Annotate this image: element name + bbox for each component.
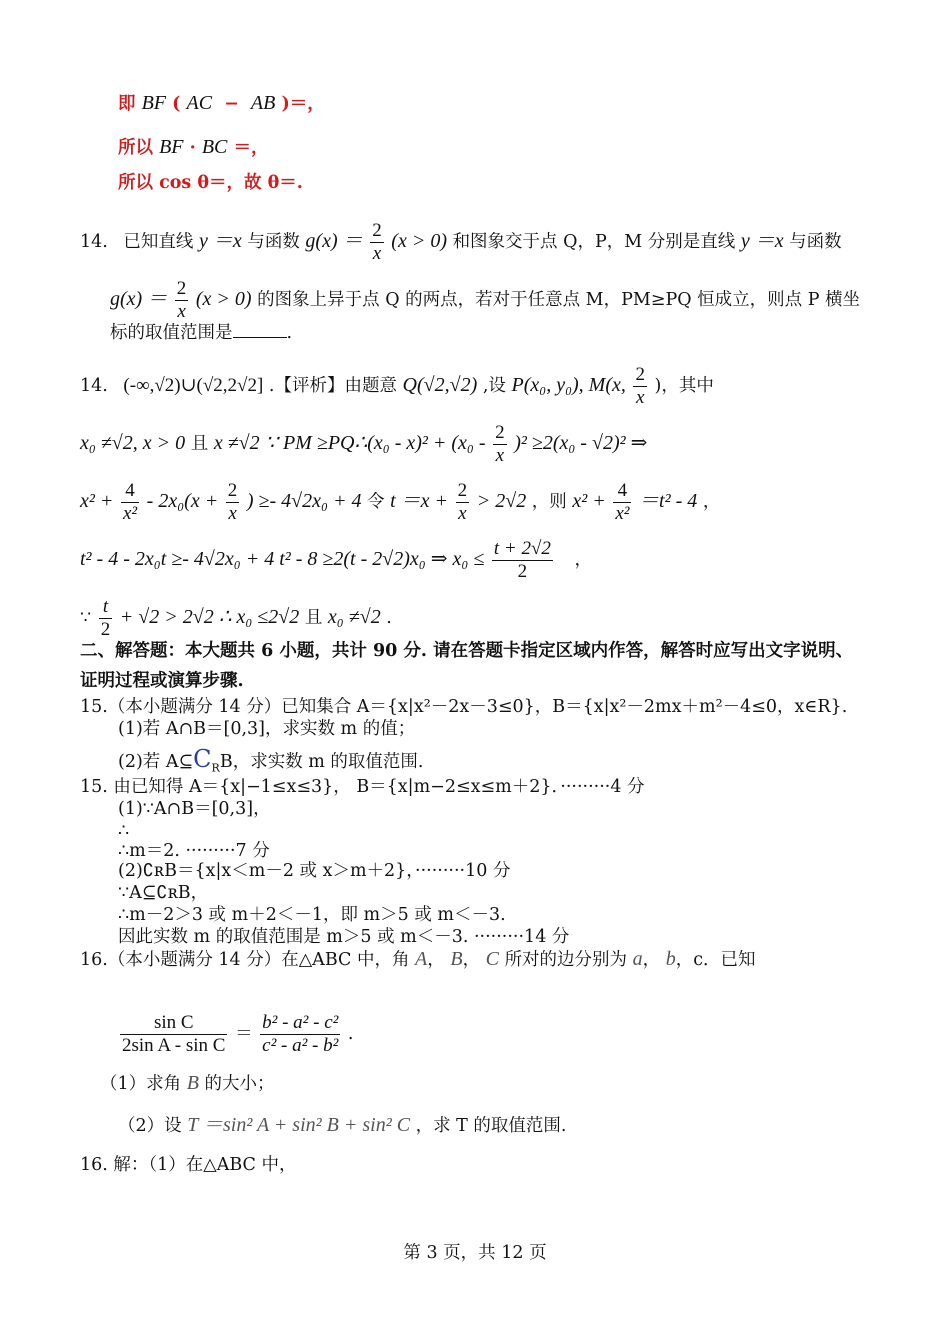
math-ac: AC [186, 92, 213, 114]
math: + √2 > 2√2 ∴ x₀ ≤2√2 [119, 606, 300, 628]
numerator: 2 [635, 364, 645, 385]
text: ， [642, 950, 661, 970]
text: ， [702, 492, 721, 512]
a15-line-2: (1)∵A∩B＝[0,3]， [118, 799, 271, 819]
q16-part-2 [118, 1114, 566, 1137]
denominator: x [372, 243, 382, 264]
a15-line-8: 因此实数 m 的取值范围是 m＞5 或 m＜－3. ·········14 分 [118, 927, 570, 947]
math-bf: BF [141, 92, 167, 114]
math: x₀ ≠√2 [327, 606, 381, 628]
numerator: 2 [227, 480, 238, 501]
text: ，则 [531, 492, 567, 512]
text: （2）设 [118, 1116, 182, 1136]
denominator: x [458, 503, 467, 524]
denominator: x [636, 387, 645, 408]
text: 令 [367, 492, 385, 512]
numerator: b² - a² - c² [262, 1012, 339, 1033]
fraction [493, 422, 507, 467]
denominator: x [177, 301, 186, 322]
text: 的大小； [204, 1074, 275, 1094]
text: ，c．已知 [675, 950, 756, 970]
red-line-1 [118, 92, 325, 115]
text: （1）求角 [100, 1074, 182, 1094]
a15-line-5: (2)∁ʀB＝{x|x＜m－2 或 x＞m＋2}，·········10 分 [118, 861, 511, 881]
text: ＝， [233, 138, 269, 158]
text: . [286, 323, 293, 343]
numerator: 2 [176, 278, 187, 299]
math: x² + [572, 490, 606, 512]
denominator: x [495, 445, 505, 466]
math: (x > 0) [195, 288, 252, 310]
math: ＝t² - 4 [639, 490, 698, 512]
text: B，求实数 m 的取值范围. [219, 752, 424, 772]
text: )＝， [281, 94, 325, 114]
text: (2)若 A⊆ [118, 752, 194, 772]
text: 16.（本小题满分 14 分）在△ABC 中，角 [80, 950, 410, 970]
text: − [224, 94, 239, 114]
text: . [386, 608, 392, 628]
denominator: x [228, 503, 237, 524]
text: 且 [304, 608, 323, 628]
denominator: c² - a² - b² [262, 1035, 339, 1056]
fraction [120, 1012, 227, 1057]
numerator: t [99, 596, 113, 619]
numerator: 2 [372, 220, 382, 241]
a15-line-4: ∴m＝2. ·········7 分 [118, 841, 270, 861]
math: ∵ PM ≥PQ∴(x₀ - x)² + (x₀ - [265, 432, 486, 454]
math: T ＝sin² A + sin² B + sin² C [187, 1114, 411, 1136]
math: (x > 0) [391, 230, 447, 252]
text: 所对的边分别为 [504, 950, 628, 970]
a15-line-7: ∴m－2＞3 或 m＋2＜－1，即 m＞5 或 m＜－3. [118, 905, 506, 925]
fraction [456, 480, 470, 525]
a14-line-4 [80, 538, 592, 583]
math: x ≠√2 [213, 432, 260, 454]
text: ∵ [80, 608, 92, 628]
math: )² ≥2(x₀ - √2)² ⇒ [514, 432, 648, 454]
a14-line-1 [80, 364, 714, 409]
q16-line-1 [80, 948, 756, 971]
math: x₀ ≠√2, x > 0 [80, 432, 186, 454]
numerator: sin C [120, 1012, 227, 1035]
text: 即 [118, 94, 136, 114]
red-line-2 [118, 136, 268, 159]
text: 和图象交于点 Q，P，M 分别是直线 [452, 232, 736, 252]
answer-blank [233, 323, 287, 338]
q15-line-1: 15.（本小题满分 14 分）已知集合 A＝{x|x²－2x－3≤0}，B＝{x|x²－2mx＋m²－4≤0，x∈R}. [80, 697, 848, 717]
q16-equation [118, 1012, 353, 1057]
text: )，其中 [654, 376, 714, 396]
math: b [665, 948, 676, 970]
text: ， [427, 950, 445, 970]
fraction [633, 364, 647, 409]
section-2-heading-line-2: 证明过程或演算步骤. [80, 671, 244, 691]
math: g(x) ＝ [305, 230, 363, 252]
text: 标的取值范围是 [110, 323, 233, 343]
q14-line-3 [110, 322, 292, 344]
math-bf: BF [159, 136, 184, 158]
q15-line-3 [118, 745, 424, 780]
fraction [226, 480, 240, 525]
fraction [260, 1012, 340, 1057]
subscript: R [211, 761, 220, 775]
complement-symbol: C [193, 745, 212, 773]
text: 已知直线 [123, 232, 194, 252]
math: t² - 4 - 2x₀t ≥- 4√2x₀ + 4 t² - 8 ≥2(t - 2√2)x₀ ⇒ x₀ ≤ [80, 548, 485, 570]
a14-line-2 [80, 422, 647, 467]
math: y ＝x [199, 230, 242, 252]
q14-line-1 [80, 220, 842, 265]
a15-line-1: 15. 由已知得 A＝{x|−1≤x≤3}， B＝{x|m−2≤x≤m＋2}．·········4 分 [80, 777, 645, 797]
text: 与函数 [247, 232, 300, 252]
text: · [189, 138, 196, 158]
question-number: 14. [80, 232, 108, 252]
fraction [492, 538, 553, 583]
math: C [485, 948, 499, 970]
math: t ＝x + [390, 490, 449, 512]
math-bc: BC [201, 136, 228, 158]
a16-line-1: 16. 解：（1）在△ABC 中， [80, 1155, 297, 1175]
math: a [632, 948, 643, 970]
numerator: 2 [495, 422, 505, 443]
math-ab: AB [250, 92, 276, 114]
math: x² + [80, 490, 114, 512]
text: .【评析】由题意 [268, 376, 397, 396]
text: ＝ [235, 1024, 253, 1044]
fraction [99, 596, 113, 641]
numerator: 2 [457, 480, 468, 501]
math: g(x) ＝ [110, 288, 168, 310]
math: - 2x₀(x + [146, 490, 219, 512]
a15-line-6: ∵A⊆∁ʀB， [118, 883, 209, 903]
math: ) ≥- 4√2x₀ + 4 [246, 490, 362, 512]
math: > 2√2 [476, 490, 527, 512]
q15-line-2: (1)若 A∩B＝[0,3]，求实数 m 的值； [118, 719, 416, 739]
fraction [175, 278, 189, 323]
text: 的图象上异于点 Q 的两点，若对于任意点 M，PM≥PQ 恒成立，则点 P 横坐 [257, 290, 861, 310]
fraction: $\frac{4}{\text{x²}}$ [122, 480, 138, 524]
a15-line-3: ∴ [118, 821, 130, 841]
math: P(x₀, y₀), M(x, [511, 374, 626, 396]
a14-line-3 [80, 480, 720, 525]
denominator: 2sin A - sin C [122, 1035, 226, 1056]
math: B [186, 1072, 199, 1094]
text: . [347, 1024, 354, 1044]
page-footer: 第 3 页，共 12 页 [403, 1243, 547, 1263]
text: 且 [190, 434, 209, 454]
math: B [450, 948, 463, 970]
text: 所以 [118, 138, 153, 158]
math: Q(√2,√2) [402, 374, 478, 396]
text: ,设 [482, 376, 506, 396]
text: ， [462, 950, 481, 970]
denominator: 2 [100, 619, 111, 640]
text: ， [574, 550, 592, 570]
a14-line-5 [80, 596, 392, 641]
math: (-∞,√2)∪(√2,2√2] [123, 375, 264, 396]
fraction: $\frac{4}{\text{x²}}$ [615, 480, 630, 524]
math: A [415, 948, 428, 970]
fraction [370, 220, 384, 265]
q14-line-2 [110, 278, 860, 323]
answer-number: 14. [80, 376, 108, 396]
math: y ＝x [740, 230, 784, 252]
text: ，求 T 的取值范围. [415, 1116, 567, 1136]
section-2-heading-line-1: 二、解答题：本大题共 6 小题，共计 90 分. 请在答题卡指定区域内作答，解答时应写出文字说明、 [80, 641, 854, 661]
q16-part-1 [100, 1072, 275, 1095]
text: 与函数 [789, 232, 842, 252]
text: ( [172, 94, 181, 114]
numerator: t + 2√2 [493, 538, 551, 559]
red-line-3: 所以 cos θ＝，故 θ＝. [118, 173, 303, 193]
denominator: 2 [517, 561, 528, 582]
